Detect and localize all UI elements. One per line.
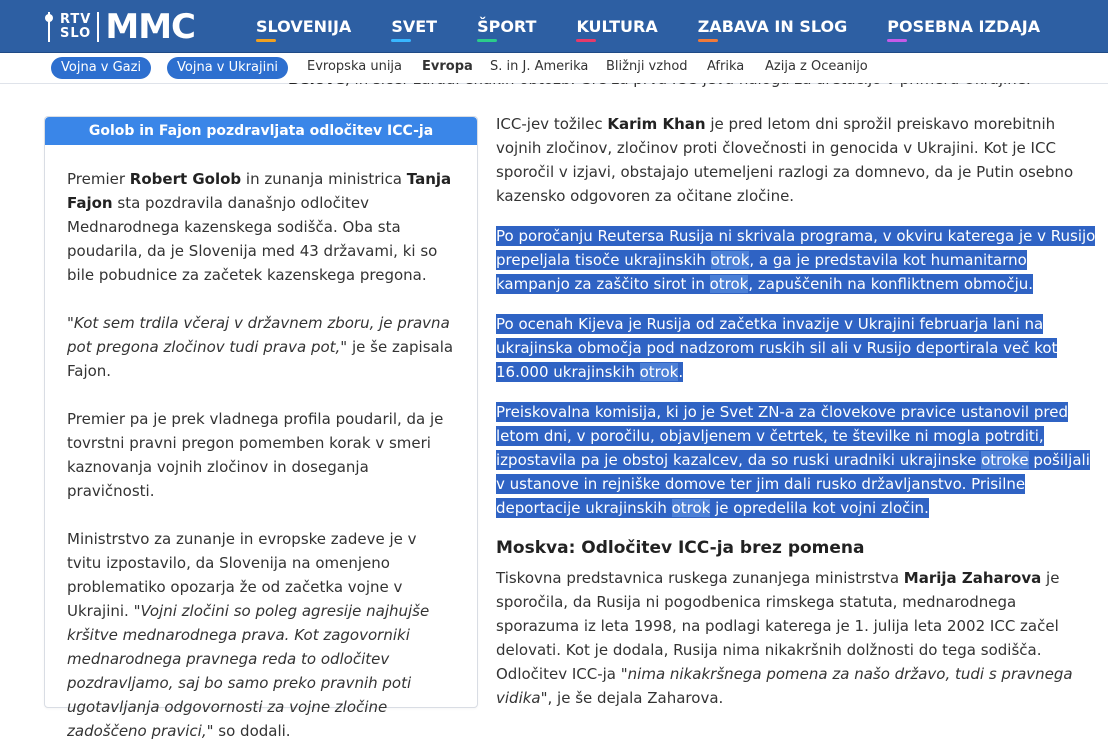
search-match-term: otroke (981, 451, 1029, 469)
article-paragraph-4-selected[interactable] (496, 400, 1100, 520)
text-run: Preiskovalna komisija, ki jo je Svet ZN-a za človekove pravice ustanovil pred letom dni, v poročilu, objavljenem v četrtek, te številke ni mogla potrditi, izpostavila pa je obstoj kazalcev, da so ruski uradniki ukrajinske (496, 403, 1068, 469)
search-match-term: otrok (709, 275, 749, 293)
text-run: Po poročanju Reutersa Rusija ni skrivala programa, v okviru katerega je v Rusijo prepeljala tisoče ukrajinskih (496, 227, 1096, 269)
nav-accent-bar (477, 39, 497, 42)
article-paragraph-3-selected[interactable] (496, 312, 1100, 384)
text-run: , je še dejala Zaharova. (547, 689, 724, 707)
nav-item-posebna-izdaja[interactable] (887, 17, 1040, 36)
sub-link-s-in-j-amerika[interactable]: S. in J. Amerika (490, 59, 589, 74)
nav-label: SVET (391, 16, 438, 36)
article-body (496, 112, 1100, 726)
quote-text: "nima nikakršnega pomena za našo državo, tudi s pravnega vidika" (496, 665, 1073, 707)
sub-navigation-bar (0, 53, 1108, 84)
nav-accent-bar (576, 39, 596, 42)
nav-item-slovenija[interactable] (256, 17, 351, 36)
person-name: Robert Golob (129, 170, 242, 188)
search-match-term: otrok (710, 251, 750, 269)
article-paragraph-2-selected[interactable] (496, 224, 1100, 296)
text-run: Ministrstvo za zunanje in evropske zadeve je v tvitu izpostavilo, da Slovenija na omenjeno problematiko opozarja že od začetka vojne v Ukrajini. (67, 530, 417, 620)
main-nav (256, 0, 1080, 52)
selected-text (496, 314, 1057, 382)
person-name: Tanja Fajon (67, 170, 452, 212)
nav-label: ZABAVA IN SLOG (697, 16, 848, 36)
search-match-term: otrok (639, 363, 679, 381)
sidebar-box-title: Golob in Fajon pozdravljata odločitev ICC-ja (45, 117, 477, 145)
nav-accent-bar (698, 39, 718, 42)
sidebar-paragraph-3: Premier pa je prek vladnega profila poudaril, da je tovrstni pravni pregon pomemben korak v smeri kaznovanja vojnih zločinov in doseganja pravičnosti. (67, 410, 444, 500)
nav-label: SLOVENIJA (256, 16, 352, 36)
text-run: Po ocenah Kijeva je Rusija od začetka invazije v Ukrajini februarja lani na ukrajinska območja pod nadzorom ruskih sil ali v Rusijo deportirala več kot 16.000 ukrajinskih (496, 315, 1058, 381)
rtv-figure-icon (48, 12, 56, 42)
article-paragraph-1 (496, 112, 1100, 208)
text-run: so dodali. (213, 722, 291, 740)
sidebar-paragraph-1 (67, 167, 455, 287)
rtv-text-line1: RTV (60, 12, 92, 27)
nav-item-kultura[interactable] (576, 17, 657, 36)
rtv-slo-mmc-logo[interactable] (48, 7, 195, 47)
text-run: sta pozdravila današnjo odločitev Mednarodnega kazenskega sodišča. Oba sta poudarila, da je Slovenija med 43 državami, ki so bile pobudnice za začetek kazenskega pregona. (67, 194, 438, 284)
nav-label: POSEBNA IZDAJA (887, 16, 1041, 36)
text-run: Premier (67, 170, 130, 188)
text-run: , zapuščenih na konfliktnem območju. (748, 275, 1034, 293)
sub-link-evropa[interactable]: Evropa (422, 59, 473, 74)
nav-label: KULTURA (576, 16, 658, 36)
nav-accent-bar (256, 39, 276, 42)
rtv-slo-text (60, 13, 91, 41)
text-run: pošiljali v ustanove in rejniške domove ter jim dali rusko državljanstvo. Prisilne deportacije ukrajinskih (496, 451, 1090, 517)
selected-text (496, 402, 1090, 518)
sidebar-paragraph-4 (67, 527, 455, 743)
quote-text: "Vojni zločini so poleg agresije najhujše kršitve mednarodnega prava. Kot zagovorniki mednarodnega pravnega reda to odločitev pozdravljamo, saj bo samo preko pravnih poti ugotavljanja odgovornosti za vojne zločine zadoščeno pravici," (67, 602, 430, 740)
article-paragraph-5 (496, 566, 1100, 710)
mmc-brand: MMC (105, 7, 195, 47)
rtv-text-line2: SLO (60, 26, 92, 41)
sub-link-evropska-unija[interactable]: Evropska unija (307, 59, 403, 74)
text-run: je pred letom dni sprožil preiskavo morebitnih vojnih zločinov, zločinov proti človečnosti in genocida v Ukrajini. Kot je ICC sporočil v izjavi, obstajajo utemeljeni razlogi za domnevo, da je Putin osebno kazensko odgovoren za očitane zločine. (496, 115, 1074, 205)
nav-item-sport[interactable] (477, 17, 536, 36)
nav-item-svet[interactable] (391, 17, 437, 36)
selected-text (496, 226, 1095, 294)
text-run: . (678, 363, 684, 381)
pill-vojna-v-ukrajini[interactable]: Vojna v Ukrajini (167, 57, 288, 79)
sidebar-paragraph-2 (67, 311, 455, 383)
search-match-term: otrok (671, 499, 711, 517)
sub-link-azija-z-oceanijo[interactable]: Azija z Oceanijo (765, 59, 868, 74)
rtv-slo-logo (48, 12, 91, 42)
person-name: Marija Zaharova (903, 569, 1042, 587)
quote-text: "Kot sem trdila včeraj v državnem zboru, je pravna pot pregona zločinov tudi prava pot," (67, 314, 450, 356)
text-run: ICC-jev tožilec (496, 115, 608, 133)
person-name: Karim Khan (607, 115, 706, 133)
sidebar-info-box (44, 116, 478, 740)
nav-label: ŠPORT (477, 16, 537, 36)
pill-vojna-v-gazi[interactable]: Vojna v Gazi (51, 57, 151, 79)
logo-divider (97, 12, 99, 42)
nav-item-zabava-in-slog[interactable] (698, 17, 848, 36)
text-run: in zunanja ministrica (241, 170, 407, 188)
sidebar-box-body (45, 145, 477, 743)
text-run: je še zapisala Fajon. (67, 338, 454, 380)
top-navigation-bar (0, 0, 1108, 53)
text-run: Tiskovna predstavnica ruskega zunanjega ministrstva (496, 569, 904, 587)
text-run: je opredelila kot vojni zločin. (710, 499, 929, 517)
article-subheading: Moskva: Odločitev ICC-ja brez pomena (496, 538, 865, 558)
text-run: je sporočila, da Rusija ni pogodbenica rimskega statuta, mednarodnega sporazuma iz leta 1998, na podlagi katerega je 1. julija leta 2002 ICC začel delovati. Kot je dodala, Rusija nima nikakršnih dolžnosti do tega sodišča. Odločitev ICC-ja (496, 569, 1060, 683)
nav-accent-bar (887, 39, 907, 42)
sub-link-blizji-vzhod[interactable]: Bližnji vzhod (606, 59, 688, 74)
sub-link-afrika[interactable]: Afrika (707, 59, 745, 74)
text-run: , a ga je predstavila kot humanitarno kampanjo za zaščito sirot in (496, 251, 1027, 293)
nav-accent-bar (391, 39, 411, 42)
